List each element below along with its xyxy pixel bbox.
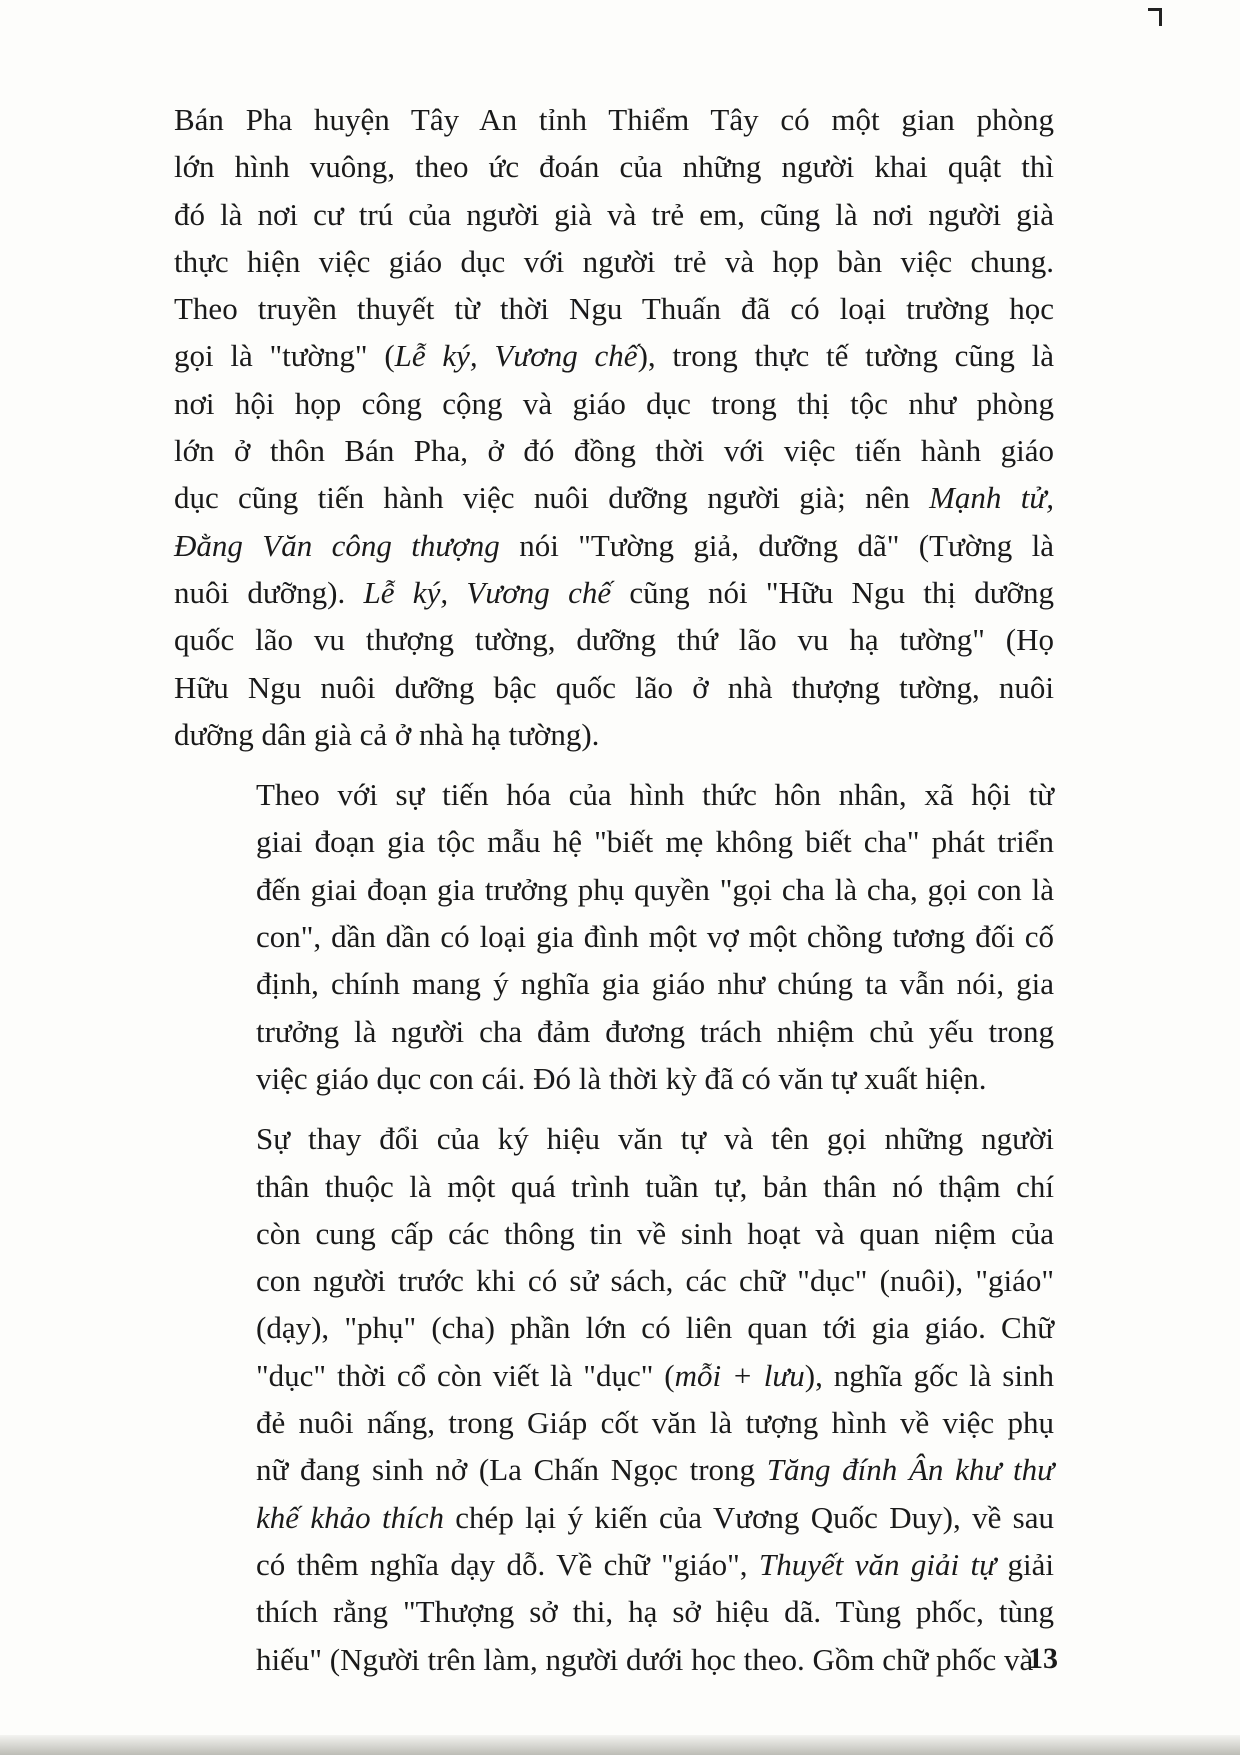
text-segment: còn cung cấp các thông tin về sinh hoạt và quan niệm của (256, 1215, 1054, 1251)
text-line (174, 960, 1054, 1007)
body-text (174, 96, 1054, 1683)
text-line (174, 1115, 1054, 1162)
text-line (174, 1008, 1054, 1055)
text-segment: có thêm nghĩa dạy dỗ. Về chữ "giáo", (256, 1546, 759, 1582)
text-segment: đẻ nuôi nấng, trong Giáp cốt văn là tượng hình về việc phụ (256, 1405, 1054, 1441)
italic-title: Tăng đính Ân khư thư (766, 1452, 1054, 1488)
text-line (174, 332, 1054, 379)
text-segment: trưởng là người cha đảm đương trách nhiệm chủ yếu trong (256, 1013, 1054, 1049)
text-line (174, 818, 1054, 865)
text-segment: ), trong thực tế tường cũng là (637, 338, 1054, 374)
text-segment: dưỡng dân già cả ở nhà hạ tường). (174, 716, 600, 752)
text-line (174, 1588, 1054, 1635)
text-segment: nuôi dưỡng). (174, 574, 364, 610)
text-segment: dục cũng tiến hành việc nuôi dưỡng người già; nên (174, 480, 930, 516)
text-segment: định, chính mang ý nghĩa gia giáo như chúng ta vẫn nói, gia (256, 966, 1054, 1002)
text-segment: con người trước khi có sử sách, các chữ "dục" (nuôi), "giáo" (256, 1263, 1054, 1299)
paragraph (174, 96, 1054, 758)
text-line (174, 96, 1054, 143)
text-segment: quốc lão vu thượng tường, dưỡng thứ lão vu hạ tường" (Họ (174, 622, 1054, 658)
text-line (174, 1163, 1054, 1210)
italic-title: khế khảo thích (256, 1499, 444, 1535)
text-line (174, 1304, 1054, 1351)
text-segment: cũng nói "Hữu Ngu thị dưỡng (611, 574, 1054, 610)
scan-bottom-edge (0, 1735, 1240, 1755)
text-segment: Sự thay đổi của ký hiệu văn tự và tên gọi những người (256, 1121, 1054, 1157)
italic-title: Lễ ký, Vương chế (394, 338, 638, 374)
text-line (174, 285, 1054, 332)
text-segment: nơi hội họp công cộng và giáo dục trong thị tộc như phòng (174, 385, 1054, 421)
text-line (174, 380, 1054, 427)
text-segment: đến giai đoạn gia trưởng phụ quyền "gọi cha là cha, gọi con là (256, 871, 1054, 907)
text-segment: đó là nơi cư trú của người già và trẻ em, cũng là nơi người già (174, 196, 1054, 232)
text-segment: giai đoạn gia tộc mẫu hệ "biết mẹ không biết cha" phát triển (256, 824, 1054, 860)
text-segment: việc giáo dục con cái. Đó là thời kỳ đã có văn tự xuất hiện. (256, 1060, 987, 1096)
page-number: 13 (1028, 1642, 1058, 1675)
text-line (174, 1494, 1054, 1541)
text-segment: thích rằng "Thượng sở thi, hạ sở hiệu dã. Tùng phốc, tùng (256, 1594, 1054, 1630)
text-line (174, 474, 1054, 521)
text-line (174, 1541, 1054, 1588)
text-line (174, 1257, 1054, 1304)
text-line (174, 1446, 1054, 1493)
text-line (174, 913, 1054, 960)
text-line (174, 191, 1054, 238)
text-segment: Theo với sự tiến hóa của hình thức hôn nhân, xã hội từ (256, 777, 1054, 813)
text-line (174, 711, 1054, 758)
text-segment: "dục" thời cổ còn viết là "dục" ( (256, 1357, 675, 1393)
text-line (174, 238, 1054, 285)
italic-title: mỗi + lưu (674, 1357, 805, 1393)
text-segment: gọi là "tường" ( (174, 338, 395, 374)
text-line (174, 522, 1054, 569)
scan-corner-mark (1148, 8, 1162, 26)
text-segment: thân thuộc là một quá trình tuần tự, bản thân nó thậm chí (256, 1168, 1054, 1204)
paragraph (174, 1115, 1054, 1683)
text-line (174, 664, 1054, 711)
text-segment: hiếu" (Người trên làm, người dưới học theo. Gồm chữ phốc và (256, 1641, 1034, 1677)
text-line (174, 1399, 1054, 1446)
text-line (174, 427, 1054, 474)
italic-title: Lễ ký, Vương chế (363, 574, 612, 610)
text-line (174, 569, 1054, 616)
text-segment: con", dần dần có loại gia đình một vợ một chồng tương đối cố (256, 919, 1054, 955)
paragraph (174, 771, 1054, 1102)
text-segment: giải (996, 1546, 1054, 1582)
text-segment: ), nghĩa gốc là sinh (804, 1357, 1054, 1393)
text-line (174, 143, 1054, 190)
text-segment: thực hiện việc giáo dục với người trẻ và họp bàn việc chung. (174, 243, 1054, 279)
text-segment: nói "Tường giả, dưỡng dã" (Tường là (499, 527, 1054, 563)
text-line (174, 1352, 1054, 1399)
text-line (174, 1210, 1054, 1257)
text-segment: chép lại ý kiến của Vương Quốc Duy), về sau (443, 1499, 1054, 1535)
italic-title: Đằng Văn công thượng (174, 527, 500, 563)
text-segment: Hữu Ngu nuôi dưỡng bậc quốc lão ở nhà thượng tường, nuôi (174, 669, 1054, 705)
text-segment: (dạy), "phụ" (cha) phần lớn có liên quan tới gia giáo. Chữ (256, 1310, 1054, 1346)
text-line (174, 866, 1054, 913)
text-line (174, 616, 1054, 663)
text-line (174, 1055, 1054, 1102)
text-segment: lớn ở thôn Bán Pha, ở đó đồng thời với việc tiến hành giáo (174, 433, 1054, 469)
text-line (174, 1636, 1054, 1683)
text-segment: nữ đang sinh nở (La Chấn Ngọc trong (256, 1452, 767, 1488)
italic-title: Thuyết văn giải tự (758, 1546, 997, 1582)
text-segment: Bán Pha huyện Tây An tỉnh Thiểm Tây có một gian phòng (174, 102, 1054, 137)
italic-title: Mạnh tử, (929, 480, 1054, 516)
text-segment: Theo truyền thuyết từ thời Ngu Thuấn đã có loại trường học (174, 291, 1054, 327)
text-segment: lớn hình vuông, theo ức đoán của những người khai quật thì (174, 149, 1054, 185)
text-line (174, 771, 1054, 818)
